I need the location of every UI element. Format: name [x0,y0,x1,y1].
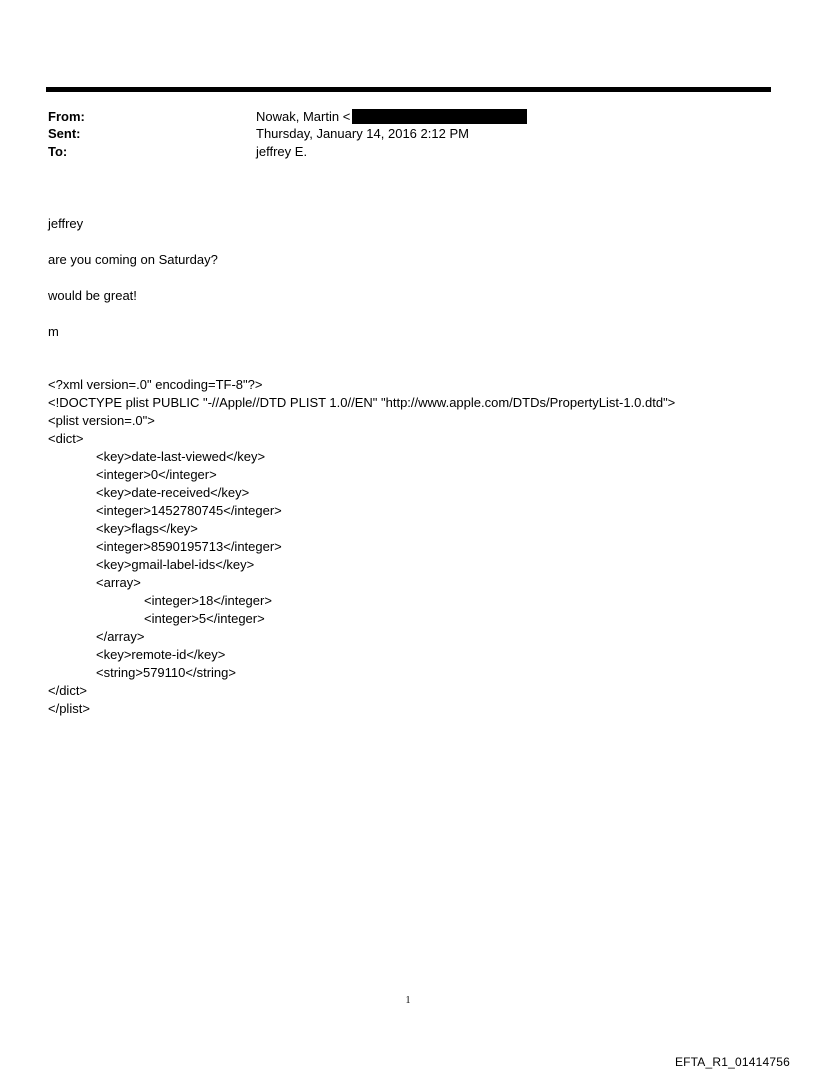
xml-line: <string>579110</string> [96,665,236,680]
xml-line: <integer>1452780745</integer> [96,503,282,518]
xml-line: <integer>18</integer> [144,593,272,608]
sent-row [48,125,768,143]
from-name: Nowak, Martin < [256,109,351,124]
page-number: 1 [405,995,411,1006]
header-rule [46,87,771,92]
xml-line: <key>remote-id</key> [96,647,226,662]
to-value: jeffrey E. [256,144,308,159]
xml-line: <plist version=.0"> [48,413,155,428]
redaction-block [352,109,527,124]
xml-line: <key>date-last-viewed</key> [96,449,266,464]
body-line-salutation: jeffrey [48,216,84,231]
body-line-signature: m [48,324,59,339]
xml-line: <integer>5</integer> [144,611,265,626]
xml-line: <!DOCTYPE plist PUBLIC "-//Apple//DTD PLIST 1.0//EN" "http://www.apple.com/DTDs/PropertyList-1.0.dtd"> [48,395,676,410]
xml-line: <dict> [48,431,84,446]
sent-value: Thursday, January 14, 2016 2:12 PM [256,126,469,141]
xml-line: <key>flags</key> [96,521,198,536]
from-label: From: [48,109,85,124]
from-value [256,108,527,126]
xml-line: </array> [96,629,145,644]
body-line-comment: would be great! [48,288,137,303]
xml-line: </plist> [48,701,90,716]
xml-line: </dict> [48,683,88,698]
xml-line: <?xml version=.0" encoding=TF-8"?> [48,377,263,392]
to-label: To: [48,144,68,159]
xml-line: <key>date-received</key> [96,485,250,500]
xml-line: <key>gmail-label-ids</key> [96,557,255,572]
xml-line: <array> [96,575,141,590]
xml-line: <integer>0</integer> [96,467,217,482]
sent-label: Sent: [48,126,81,141]
from-row [48,108,768,126]
to-row [48,143,768,161]
xml-line: <integer>8590195713</integer> [96,539,282,554]
document-id: EFTA_R1_01414756 [674,1055,790,1069]
body-line-question: are you coming on Saturday? [48,252,218,267]
